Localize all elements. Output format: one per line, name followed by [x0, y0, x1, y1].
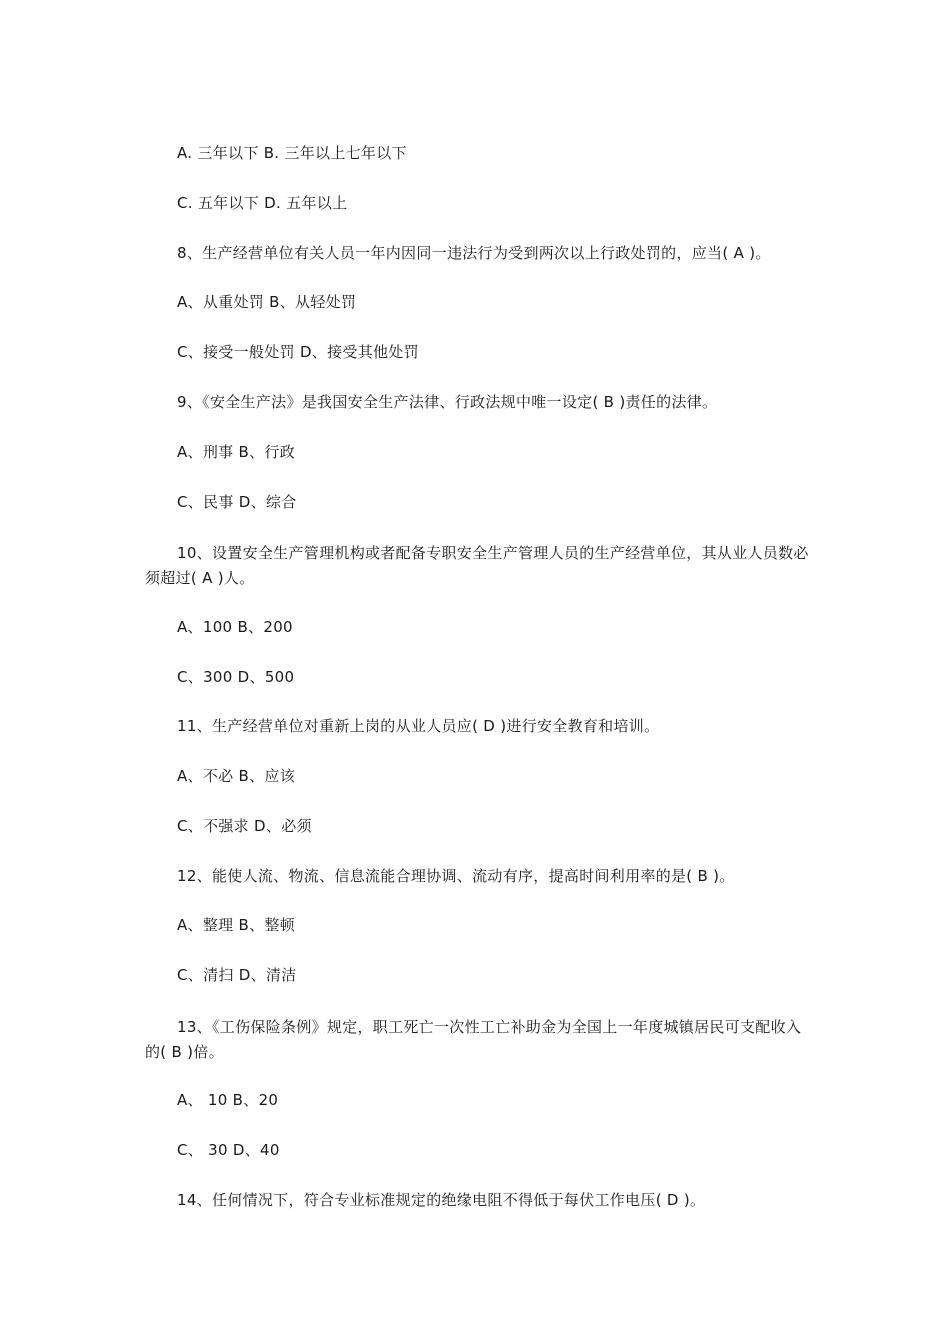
option-line-q7-ab: A. 三年以下 B. 三年以上七年以下	[177, 144, 407, 162]
option-line-q12-cd: C、清扫 D、清洁	[177, 966, 297, 984]
option-line-q13-ab: A、 10 B、20	[177, 1091, 279, 1109]
question-9: 9、《安全生产法》是我国安全生产法律、行政法规中唯一设定( B )责任的法律。	[177, 393, 718, 411]
option-line-q9-ab: A、刑事 B、行政	[177, 443, 296, 461]
question-12: 12、能使人流、物流、信息流能合理协调、流动有序，提高时间利用率的是( B )。	[177, 867, 735, 885]
option-line-q9-cd: C、民事 D、综合	[177, 493, 297, 511]
option-line-q10-cd: C、300 D、500	[177, 668, 295, 686]
option-line-q11-cd: C、不强求 D、必须	[177, 817, 312, 835]
question-13: 13、《工伤保险条例》规定，职工死亡一次性工亡补助金为全国上一年度城镇居民可支配收入的( B )倍。	[145, 1018, 802, 1061]
question-10: 10、设置安全生产管理机构或者配备专职安全生产管理人员的生产经营单位，其从业人员数必须超过( A )人。	[145, 544, 809, 587]
question-11: 11、生产经营单位对重新上岗的从业人员应( D )进行安全教育和培训。	[177, 717, 660, 735]
option-line-q11-ab: A、不必 B、应该	[177, 767, 296, 785]
question-14: 14、任何情况下，符合专业标准规定的绝缘电阻不得低于每伏工作电压( D )。	[177, 1191, 706, 1209]
question-8: 8、生产经营单位有关人员一年内因同一违法行为受到两次以上行政处罚的，应当( A )。	[177, 244, 771, 262]
option-line-q10-ab: A、100 B、200	[177, 618, 293, 636]
option-line-q12-ab: A、整理 B、整顿	[177, 916, 296, 934]
option-line-q8-cd: C、接受一般处罚 D、接受其他处罚	[177, 343, 419, 361]
option-line-q8-ab: A、从重处罚 B、从轻处罚	[177, 293, 357, 311]
option-line-q13-cd: C、 30 D、40	[177, 1141, 280, 1159]
option-line-q7-cd: C. 五年以下 D. 五年以上	[177, 194, 348, 212]
